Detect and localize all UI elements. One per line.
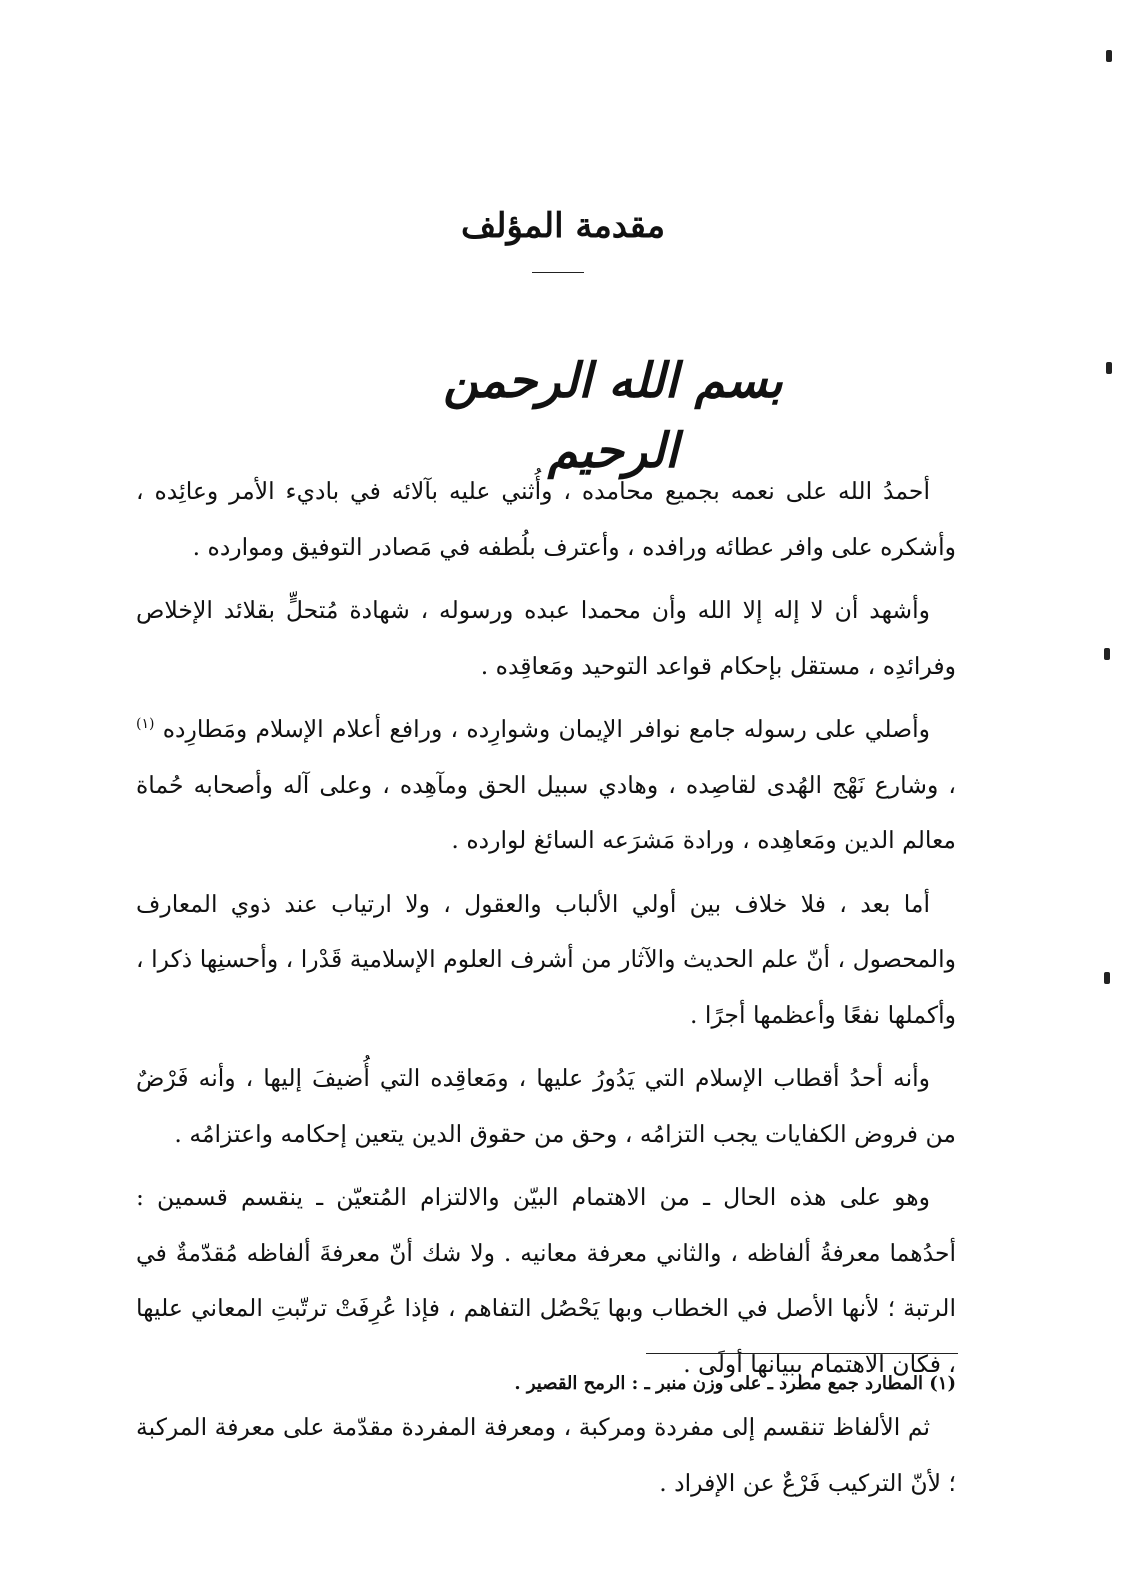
paragraph-5 xyxy=(136,1051,956,1162)
footnote: (١) المطارد جمع مطرد ـ على وزن منبر ـ : الرمح القصير . xyxy=(514,1373,956,1394)
scan-edge-mark xyxy=(1104,648,1110,660)
scan-edge-mark xyxy=(1106,50,1112,62)
paragraph-6 xyxy=(136,1170,956,1392)
footnote-divider xyxy=(646,1353,958,1354)
paragraph-2 xyxy=(136,583,956,694)
paragraph-text: ثم الألفاظ تنقسم إلى مفردة ومركبة ، ومعرفة المفردة مقدّمة على معرفة المركبة ؛ لأنّ التركيب فَرْعٌ عن الإفراد . xyxy=(136,1413,956,1497)
paragraph-7 xyxy=(136,1400,956,1511)
main-text xyxy=(136,464,956,1519)
paragraph-1 xyxy=(136,464,956,575)
paragraph-text: أحمدُ الله على نعمه بجميع محامده ، وأُثني عليه بآلائه في باديء الأمر وعائِده ، وأشكره على وافر عطائه ورافده ، وأعترف بلُطفه في مَصادر التوفيق وموارده . xyxy=(136,477,956,561)
paragraph-text: وهو على هذه الحال ـ من الاهتمام البيّن والالتزام المُتعيّن ـ ينقسم قسمين : أحدُهما معرفةُ ألفاظه ، والثاني معرفة معانيه . ولا شك أنّ معرفةَ ألفاظه مُقدّمةٌ في الرتبة ؛ لأنها الأصل في الخطاب وبها يَحْصُل التفاهم ، فإذا عُرِفَتْ ترتّبتِ المعاني عليها ، فكان الاهتمام ببيانها أولَى . xyxy=(136,1183,956,1378)
page-title: مقدمة المؤلف xyxy=(460,206,666,246)
paragraph-text: وأصلي على رسوله جامع نوافر الإيمان وشوارِده ، ورافع أعلام الإسلام ومَطارِده xyxy=(162,715,930,743)
paragraph-3 xyxy=(136,702,956,869)
footnote-marker: (١) xyxy=(136,716,155,733)
basmala-calligraphy: بسم الله الرحمن الرحيم xyxy=(443,353,783,479)
paragraph-text: وأشهد أن لا إله إلا الله وأن محمدا عبده ورسوله ، شهادة مُتحلٍّ بقلائد الإخلاص وفرائدِه ، مستقل بإحكام قواعد التوحيد ومَعاقِده . xyxy=(136,596,956,680)
scan-edge-mark xyxy=(1104,972,1110,984)
paragraph-text: وأنه أحدُ أقطاب الإسلام التي يَدُورُ عليها ، ومَعاقِده التي أُضيفَ إليها ، وأنه فَرْضٌ من فروض الكفايات يجب التزامُه ، وحق من حقوق الدين يتعين إحكامه واعتزامُه . xyxy=(136,1064,956,1148)
paragraph-text: ، وشارع نَهْج الهُدى لقاصِده ، وهادي سبيل الحق ومآهِده ، وعلى آله وأصحابه حُماة معالم الدين ومَعاهِده ، ورادة مَشرَعه السائغ لوارده . xyxy=(136,770,956,854)
paragraph-text: أما بعد ، فلا خلاف بين أولي الألباب والعقول ، ولا ارتياب عند ذوي المعارف والمحصول ، أنّ علم الحديث والآثار من أشرف العلوم الإسلامية قَدْرا ، وأحسنِها ذكرا ، وأكملها نفعًا وأعظمها أجرًا . xyxy=(136,889,956,1029)
title-divider xyxy=(532,272,584,273)
scan-edge-mark xyxy=(1106,362,1112,374)
paragraph-4 xyxy=(136,877,956,1044)
